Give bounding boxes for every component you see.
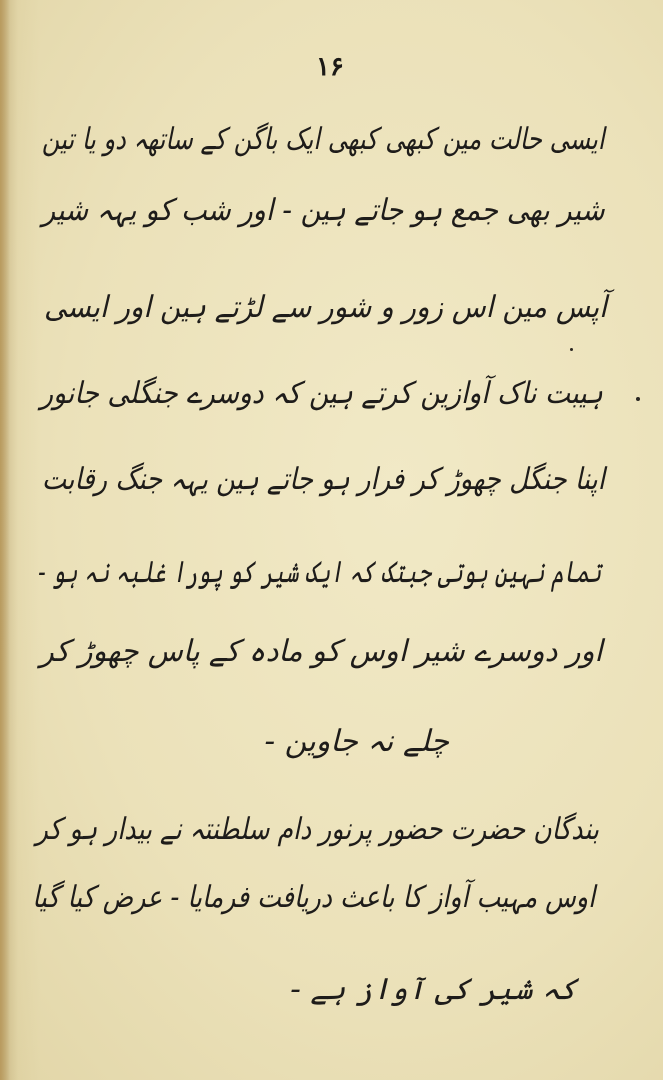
ink-speck <box>636 397 640 401</box>
text-line-7: اور دوسرے شیر اوس کو مادہ کے پاس چھوڑ کر <box>40 634 603 669</box>
text-line-1: ایسی حالت مین کبھی کبھی ایک باگن کے ساتھہ دو یا تین <box>42 122 605 157</box>
text-line-9: بندگان حضرت حضور پرنور دام سلطنتہ نے بیدار ہو کر <box>35 812 599 847</box>
text-line-10: اوس مہیب آواز کا باعث دریافت فرمایا - عرض کیا گیا <box>32 880 595 915</box>
text-line-4: ہیبت ناک آوازین کرتے ہین کہ دوسرے جنگلی جانور <box>40 376 603 411</box>
text-line-3: آپس مین اس زور و شور سے لڑتے ہین اور ایسی <box>44 290 607 325</box>
text-line-2: شیر بھی جمع ہو جاتے ہین - اور شب کو یہہ شیر <box>42 193 605 228</box>
binding-shadow <box>0 0 10 1080</box>
text-line-8: چلے نہ جاوین - <box>264 724 449 759</box>
page-number: ۱۶ <box>316 52 344 82</box>
text-line-5: اپنا جنگل چھوڑ کر فرار ہو جاتے ہین یہہ جنگ رقابت <box>41 462 605 497</box>
text-line-11: کہ شیر کی آواز ہے - <box>289 972 577 1007</box>
text-line-6: تمام نہین ہوتی جبتک کہ ایک شیر کو پورا غلبہ نہ ہو - <box>37 555 601 590</box>
ink-speck <box>570 348 573 351</box>
